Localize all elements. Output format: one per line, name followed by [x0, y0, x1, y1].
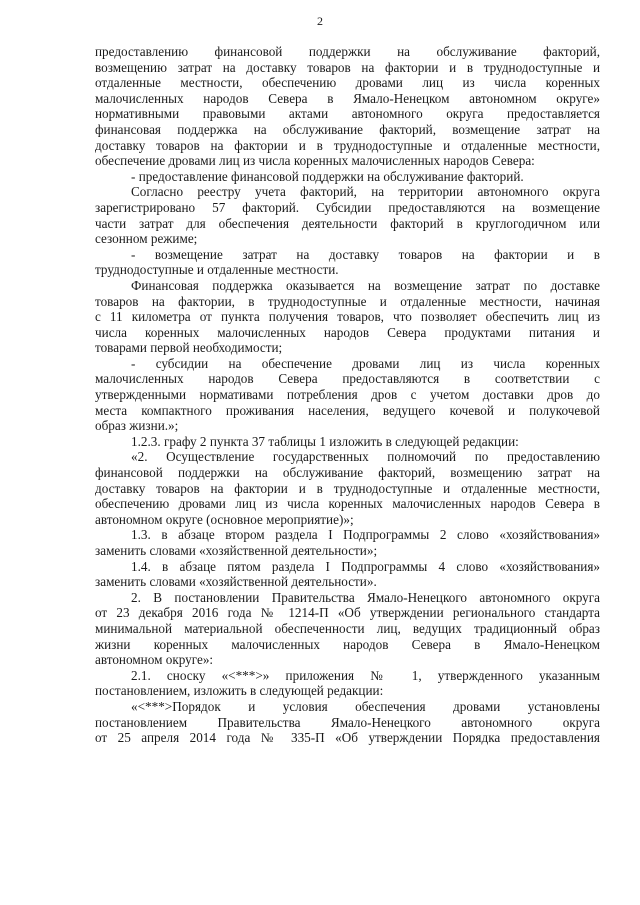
paragraph-footnote-quote	[95, 699, 600, 746]
text-line: Согласно реестру учета факторий, на территории автономного округа	[131, 184, 600, 200]
text-line: предоставлению финансовой поддержки на обслуживание факторий,	[95, 44, 600, 59]
text-line: автономном округе»:	[95, 652, 214, 668]
text-line: товарами первой необходимости;	[95, 340, 283, 356]
paragraph-1-3	[95, 527, 600, 558]
text-line: Финансовая поддержка оказывается на возмещение затрат по доставке	[131, 277, 600, 293]
page-number: 2	[317, 14, 323, 28]
text-line: нормативными правовыми актами автономного округа предоставляется	[95, 106, 600, 122]
text-line: - предоставление финансовой поддержки на обслуживание факторий.	[131, 168, 524, 184]
text-line: товаров на фактории, в труднодоступные и отдаленные местности, начиная	[95, 293, 600, 309]
text-line: постановлением Правительства Ямало-Ненецкого автономного округа	[95, 714, 600, 730]
text-line: заменить словами «хозяйственной деятельности»;	[95, 543, 378, 558]
text-line: - субсидии на обеспечение дровами лиц из числа коренных	[131, 355, 600, 371]
text-line: образ жизни.»;	[95, 418, 179, 434]
paragraph-registry	[95, 184, 600, 246]
paragraph-1-4	[95, 559, 600, 590]
paragraph-quote-2	[95, 449, 600, 527]
text-line: числа коренных малочисленных народов Севера продуктами питания и	[95, 324, 600, 340]
text-line: с 11 километра от пункта получения товаров, что позволяет обеспечить лиц из	[95, 309, 600, 325]
document-body	[95, 44, 600, 746]
text-line: доставку товаров на фактории и в труднодоступные и отдаленные местности,	[95, 137, 600, 153]
paragraph-firewood-subsidies	[95, 356, 600, 434]
text-line: 1.4. в абзаце пятом раздела I Подпрограммы 4 слово «хозяйствования»	[131, 558, 600, 574]
text-line: автономном округе (основное мероприятие)»;	[95, 511, 354, 527]
text-line: малочисленных народов Севера предоставляются в соответствии с	[95, 371, 600, 387]
text-line: 1.3. в абзаце втором раздела I Подпрограммы 2 слово «хозяйствования»	[131, 527, 600, 543]
text-line: «<***>Порядок и условия обеспечения дровами установлены	[131, 698, 600, 714]
text-line: утвержденными нормативами потребления дров с учетом доставки дров до	[95, 387, 600, 403]
text-line: отдаленные местности, обеспечению дровами лиц из числа коренных	[95, 75, 600, 91]
text-line: обеспечению дровами лиц из числа коренных малочисленных народов Севера в	[95, 496, 600, 512]
text-line: финансовая поддержка на обслуживание факторий, возмещение затрат на	[95, 121, 600, 137]
text-line: доставку товаров на фактории и в труднодоступные и отдаленные местности,	[95, 480, 600, 496]
text-line: части затрат для обеспечения деятельности факторий в круглогодичном или	[95, 215, 600, 231]
text-line: - возмещение затрат на доставку товаров на фактории и в	[131, 246, 600, 262]
text-line: обеспечение дровами лиц из числа коренных малочисленных народов Севера:	[95, 153, 535, 169]
paragraph-1-2-3	[95, 434, 600, 450]
text-line: малочисленных народов Севера в Ямало-Ненецком автономном округе»	[95, 90, 600, 106]
text-line: 1.2.3. графу 2 пункта 37 таблицы 1 изложить в следующей редакции:	[131, 433, 519, 449]
text-line: зарегистрировано 57 факторий. Субсидии предоставляются на возмещение	[95, 199, 600, 215]
text-line: от 23 декабря 2016 года № 1214-П «Об утверждении регионального стандарта	[95, 605, 600, 621]
text-line: возмещению затрат на доставку товаров на фактории и в труднодоступные и	[95, 59, 600, 75]
paragraph-continuation	[95, 44, 600, 169]
text-line: «2. Осуществление государственных полномочий по предоставлению	[131, 449, 600, 465]
paragraph-delivery-costs	[95, 247, 600, 278]
text-line: заменить словами «хозяйственной деятельности».	[95, 574, 377, 590]
text-line: от 25 апреля 2014 года № 335-П «Об утверждении Порядка предоставления	[95, 730, 600, 746]
text-line: труднодоступные и отдаленные местности.	[95, 262, 339, 278]
paragraph-2	[95, 590, 600, 668]
text-line: сезонном режиме;	[95, 231, 198, 247]
paragraph-financial-support	[95, 278, 600, 356]
text-line: места компактного проживания населения, ведущего кочевой и полукочевой	[95, 402, 600, 418]
text-line: 2.1. сноску «<***>» приложения № 1, утвержденного указанным	[131, 667, 600, 683]
text-line: минимальной материальной обеспеченности лиц, ведущих традиционный образ	[95, 620, 600, 636]
paragraph-2-1	[95, 668, 600, 699]
text-line: постановлением, изложить в следующей редакции:	[95, 683, 384, 699]
text-line: 2. В постановлении Правительства Ямало-Ненецкого автономного округа	[131, 589, 600, 605]
text-line: финансовой поддержки на обслуживание факторий, возмещению затрат на	[95, 465, 600, 481]
paragraph-support-factories	[95, 169, 600, 185]
text-line: жизни коренных малочисленных народов Севера в Ямало-Ненецком	[95, 636, 600, 652]
